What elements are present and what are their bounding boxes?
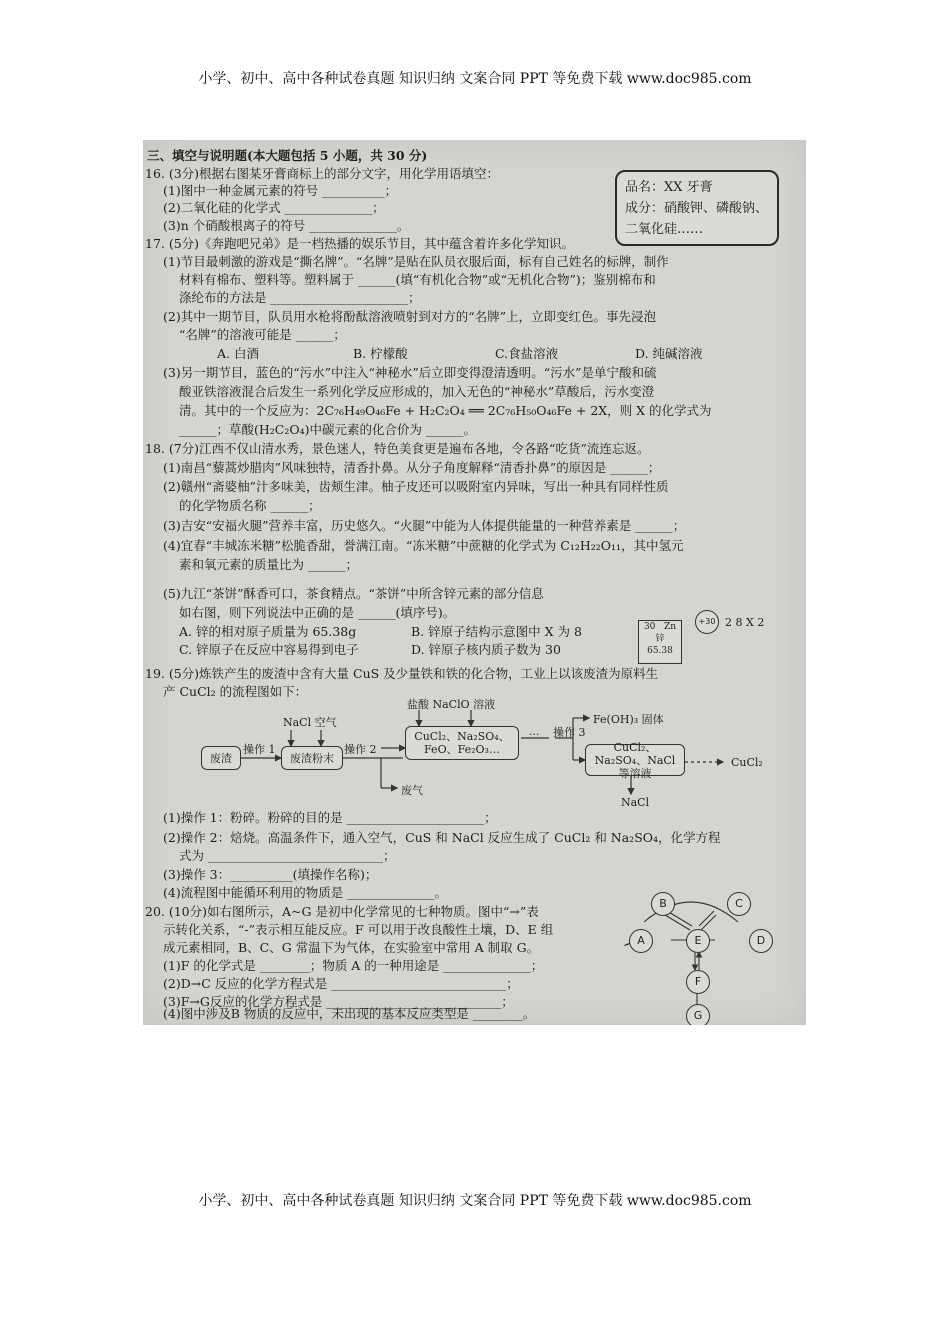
label-line1: 品名：XX 牙膏 [625,180,713,195]
q19-stem2: 产 CuCl₂ 的流程图如下： [163,684,308,699]
flow-op2-label: 操作 2 [344,743,377,756]
node-c: C [727,892,751,916]
q20-line6: (3)F→G反应的化学方程式是 ____________________________； [163,994,514,1009]
flow-mix2-box: CuCl₂、Na₂SO₄、NaCl 等溶液 [585,744,685,776]
q20-line3: 成元素相同，B、C、G 常温下为气体，在实验室中常用 A 制取 G。 [163,940,540,955]
q17-line2: 材料有棉布、塑料等。塑料属于 ______(填“有机化合物”或“无机化合物”)；鉴别棉布和 [179,272,656,287]
zinc-mass: 65.38 [647,646,673,656]
q16-line3: (3)n 个硝酸根离子的符号 ______________。 [163,218,410,233]
q18-option-a: A. 锌的相对原子质量为 65.38g [179,624,357,639]
zinc-shells: 2 8 X 2 [725,616,765,629]
node-d: D [749,929,773,953]
page-header: 小学、初中、高中各种试卷真题 知识归纳 文案合同 PPT 等免费下载 www.doc985.com [198,71,752,87]
q17-option-b: B. 柠檬酸 [353,346,408,361]
q17-line9: ______；草酸(H₂C₂O₄)中碳元素的化合价为 ______。 [179,422,476,437]
flow-mix1-box: CuCl₂、Na₂SO₄、FeO、Fe₂O₃… [405,726,519,760]
flow-fe-oh-label: Fe(OH)₃ 固体 [593,713,664,726]
node-b: B [651,892,675,916]
q18-stem: 18. (7分)江西不仅山清水秀，景色迷人，特色美食更是遍布各地，令各路“吃货”流连忘返。 [145,441,650,456]
q18-option-c: C. 锌原子在反应中容易得到电子 [179,642,359,657]
node-e: E [686,929,710,953]
zinc-name: 锌 [655,634,665,644]
flow-product-label: CuCl₂ [731,756,763,769]
q17-line1: (1)节目最刺激的游戏是“撕名牌”。“名牌”是贴在队员衣服后面，标有自己姓名的标牌，制作 [163,254,669,269]
q17-line6: (3)另一期节目，蓝色的“污水”中注入“神秘水”后立即变得澄清透明。“污水”是单宁酸和硫 [163,365,657,380]
flow-gas-label: 废气 [401,784,423,797]
q19-line1: (1)操作 1：粉碎。粉碎的目的是 ______________________； [163,810,497,825]
q16-line1: (1)图中一种金属元素的符号 __________； [163,183,398,198]
node-f: F [686,970,710,994]
q17-line3: 涤纶布的方法是 ______________________； [179,290,421,305]
flow-op3-label: 操作 3 [553,726,586,739]
page-footer: 小学、初中、高中各种试卷真题 知识归纳 文案合同 PPT 等免费下载 www.doc985.com [198,1193,752,1209]
q17-line7: 酸亚铁溶液混合后发生一系列化学反应形成的，加入无色的“神秘水”草酸后，污水变澄 [179,384,655,399]
q18-line2: (2)赣州“斋婆柚”汁多味美，齿颊生津。柚子皮还可以吸附室内异味，写出一种具有同样性质 [163,479,669,494]
q16-line2: (2)二氧化硅的化学式 ______________； [163,200,385,215]
q20-line1: 20. (10分)如右图所示，A~G 是初中化学常见的七种物质。图中“→”表 [145,904,539,919]
node-g: G [686,1004,710,1025]
flow-waste-box: 废渣 [201,746,241,770]
q20-line4: (1)F 的化学式是 ________；物质 A 的一种用途是 ______________； [163,958,544,973]
q18-option-b: B. 锌原子结构示意图中 X 为 8 [411,624,582,639]
q17-stem: 17. (5分)《奔跑吧兄弟》是一档热播的娱乐节目，其中蕴含着许多化学知识。 [145,236,575,251]
flow-op1-label: 操作 1 [243,743,276,756]
section-title: 三、填空与说明题(本大题包括 5 小题，共 30 分) [147,148,428,163]
q17-line5: “名牌”的溶液可能是 ______； [179,327,346,342]
q18-line8: 如右图，则下列说法中正确的是 ______(填序号)。 [179,605,456,620]
zinc-symbol: Zn [663,622,677,632]
q18-line5: (4)宜春“丰城冻米糖”松脆香甜，誉满江南。“冻米糖”中蔗糖的化学式为 C₁₂H₂₂O₁₁，其中氢元 [163,538,684,553]
flow-dots: ··· [529,728,540,741]
q18-line1: (1)南昌“藜蒿炒腊肉”风味独特，清香扑鼻。从分子角度解释“清香扑鼻”的原因是 ______； [163,460,661,475]
label-line3: 二氧化硅…… [625,222,704,237]
q18-option-d: D. 锌原子核内质子数为 30 [411,642,561,657]
q17-option-a: A. 白酒 [217,346,259,361]
q18-line4: (3)吉安“安福火腿”营养丰富，历史悠久。“火腿”中能为人体提供能量的一种营养素是 ______； [163,518,686,533]
node-a: A [629,929,653,953]
q19-line2: (2)操作 2：焙烧。高温条件下，通入空气，CuS 和 NaCl 反应生成了 CuCl₂ 和 Na₂SO₄，化学方程 [163,830,721,845]
q18-line6: 素和氧元素的质量比为 ______； [179,557,358,572]
q20-line7: (4)图中涉及B 物质的反应中，未出现的基本反应类型是 ________。 [163,1006,536,1021]
scanned-exam-page [143,140,806,1025]
q19-line5: (4)流程图中能循环利用的物质是 ______________。 [163,885,448,900]
flow-nacl-label: NaCl [621,796,650,809]
q20-line5: (2)D→C 反应的化学方程式是 ____________________________； [163,976,519,991]
q17-line4: (2)其中一期节目，队员用水枪将酚酞溶液喷射到对方的“名牌”上，立即变红色。事先浸泡 [163,309,656,324]
q17-option-c: C.食盐溶液 [495,346,559,361]
q19-line3: 式为 ____________________________； [179,848,396,863]
q17-line8: 清。其中的一个反应为：2C₇₆H₄₉O₄₆Fe + H₂C₂O₄ ══ 2C₇₆H₅₀O₄₆Fe + 2X，则 X 的化学式为 [179,403,712,418]
q17-option-d: D. 纯碱溶液 [635,346,703,361]
q18-line7: (5)九江“茶饼”酥香可口，茶食精点。“茶饼”中所含锌元素的部分信息 [163,586,544,601]
flow-input1-label: NaCl 空气 [283,716,337,729]
flow-powder-box: 废渣粉末 [281,746,343,770]
q18-line3: 的化学物质名称 ______； [179,498,321,513]
zinc-number: 30 [643,622,656,632]
q19-stem: 19. (5分)炼铁产生的废渣中含有大量 CuS 及少量铁和铁的化合物，工业上以该废渣为原料生 [145,666,659,681]
flow-input2-label: 盐酸 NaClO 溶液 [407,698,496,711]
q20-line2: 示转化关系，“-”表示相互能反应。F 可以用于改良酸性土壤，D、E 组 [163,922,554,937]
q19-line4: (3)操作 3：__________(填操作名称)； [163,867,378,882]
label-line2: 成分：硝酸钾、磷酸钠、 [625,201,769,216]
q16-stem: 16. (3分)根据右图某牙膏商标上的部分文字，用化学用语填空： [145,166,500,181]
zinc-nucleus: +30 [695,610,719,634]
